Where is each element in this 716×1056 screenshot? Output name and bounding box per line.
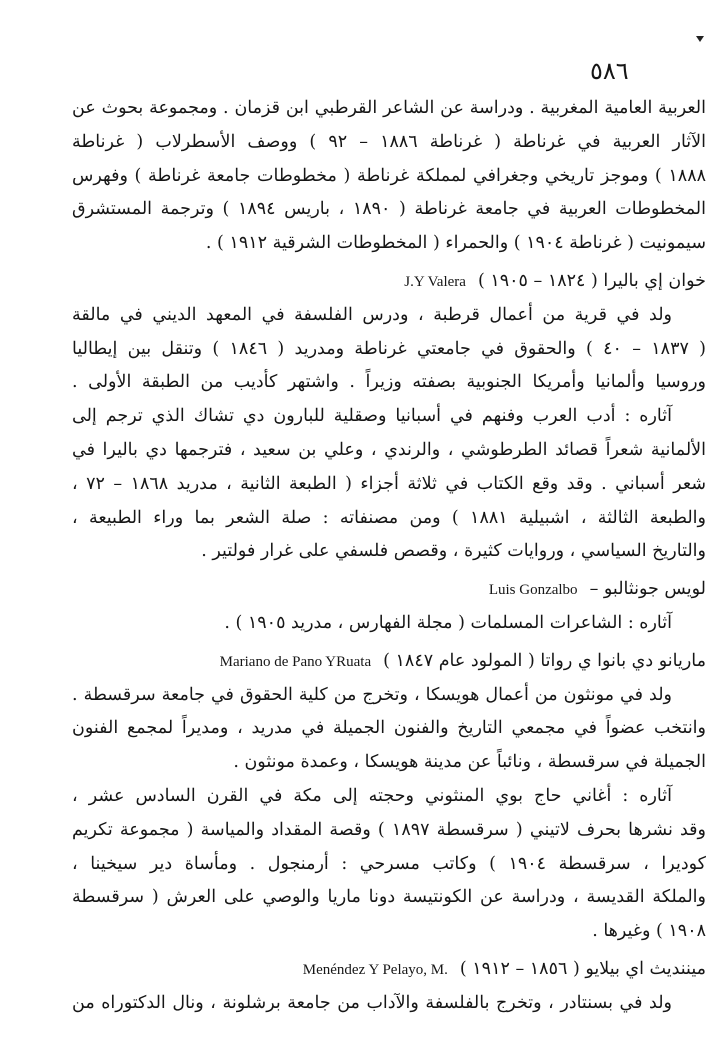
text-line: [72, 712, 706, 746]
latin-name: Mariano de Pano YRuata: [219, 653, 372, 670]
arabic-text: ميننديث اي بيلايو ( ١٨٥٦ – ١٩١٢ ): [459, 958, 706, 979]
text-line: [72, 502, 706, 536]
arabic-text: ١٨٨٨ ) وموجز تاريخي وجغرافي لمملكة غرناطة ( مخطوطات جامعة غرناطة ) وفهرس: [72, 165, 706, 186]
arabic-text: المخطوطات العربية في جامعة غرناطة ( ١٨٩٠ ، باريس ١٨٩٤ ) وترجمة المستشرق: [72, 199, 706, 220]
arabic-text: ولد في مونثون من أعمال هويسكا ، وتخرج من كلية الحقوق في جامعة سرقسطة .: [72, 684, 672, 705]
arabic-text: آثاره : الشاعرات المسلمات ( مجلة الفهارس ، مدريد ١٩٠٥ ) .: [224, 612, 672, 633]
arabic-text: كوديرا ، سرقسطة ١٩٠٤ ) وكاتب مسرحي : أرمنجول . ومأساة دير سيخينا ،: [72, 853, 706, 874]
arabic-text: خوان إي باليرا ( ١٨٢٤ – ١٩٠٥ ): [477, 270, 706, 291]
arabic-text: والطبعة الثالثة ، اشبيلية ١٨٨١ ) ومن مصنفاته : صلة الشعر بما وراء الطبيعة ،: [72, 507, 706, 528]
arabic-text: شعر أسباني . وقد وقع الكتاب في ثلاثة أجزاء ( الطبعة الثانية ، مدريد ١٨٦٨ – ٧٢ ،: [72, 473, 706, 494]
text-line: [72, 366, 706, 400]
text-line: [72, 987, 706, 1021]
page-body: [72, 92, 706, 1021]
arabic-text: ماريانو دي بانوا ي رواتا ( المولود عام ١٨٤٧ ): [383, 650, 706, 671]
arabic-text: آثاره : أغاني حاج بوي المنثوني وحجته إلى مكة في القرن السادس عشر ،: [72, 785, 672, 806]
corner-mark: [696, 36, 704, 42]
arabic-text: آثاره : أدب العرب وفنهم في أسبانيا وصقلية للبارون دي تشاك الذي ترجم إلى: [72, 406, 672, 427]
text-line: [72, 848, 706, 882]
text-line: [72, 299, 706, 333]
arabic-text: الجميلة في سرقسطة ، ونائباً عن مدينة هويسكا ، وعمدة مونثون .: [233, 752, 706, 773]
arabic-text: ( ١٨٣٧ – ٤٠ ) والحقوق في جامعتي غرناطة ومدريد ( ١٨٤٦ ) وتنقل بين إيطاليا: [72, 338, 706, 359]
latin-name: J.Y Valera: [404, 273, 466, 290]
arabic-text: سيمونيت ( غرناطة ١٩٠٤ ) والحمراء ( المخطوطات الشرقية ١٩١٢ ) .: [205, 233, 706, 254]
text-line: [72, 434, 706, 468]
text-line: [72, 746, 706, 780]
arabic-text: ولد في بسنتادر ، وتخرج بالفلسفة والآداب من جامعة برشلونة ، ونال الدكتوراه من: [72, 992, 672, 1013]
latin-name: Menéndez Y Pelayo, M.: [302, 961, 448, 978]
arabic-text: والتاريخ السياسي ، وروايات كثيرة ، وقصص فلسفي على غرار فولتير .: [201, 541, 706, 562]
entry-heading: [72, 265, 706, 299]
text-line: [72, 92, 706, 126]
arabic-text: الآثار العربية في غرناطة ( غرناطة ١٨٨٦ – ٩٢ ) ووصف الأسطرلاب ( غرناطة: [72, 131, 706, 152]
text-line: [72, 126, 706, 160]
entry-heading: [72, 645, 706, 679]
entry-heading: [72, 573, 706, 607]
arabic-text: ولد في قرية من أعمال قرطبة ، ودرس الفلسفة في المعهد الديني في مالقة: [72, 304, 672, 325]
text-line: [72, 679, 706, 713]
arabic-text: ١٩٠٨ ) وغيرها .: [592, 921, 706, 942]
arabic-text: والملكة القديسة ، ودراسة عن الكونتيسة دونا ماريا والوصي على العرش ( سرقسطة: [72, 887, 706, 908]
text-line: [72, 160, 706, 194]
arabic-text: العربية العامية المغربية . ودراسة عن الشاعر القرطبي ابن قزمان . ومجموعة بحوث عن: [72, 98, 706, 118]
arabic-text: لويس جونثالبو –: [589, 579, 706, 600]
text-line: [72, 193, 706, 227]
arabic-text: الألمانية شعراً قصائد الطرطوشي ، والرندي ، وعلي بن سعيد ، فترجمها دي باليرا في: [72, 439, 706, 460]
text-line: [72, 607, 706, 641]
text-line: [72, 780, 706, 814]
text-line: [72, 535, 706, 569]
text-line: [72, 814, 706, 848]
latin-name: Luis Gonzalbo: [488, 582, 578, 599]
text-line: [72, 400, 706, 434]
text-line: [72, 227, 706, 261]
text-line: [72, 881, 706, 915]
arabic-text: وانتخب عضواً في مجمعي التاريخ والفنون الجميلة في مدريد ، ومديراً لمجمع الفنون: [72, 718, 706, 739]
entry-heading: [72, 953, 706, 987]
text-line: [72, 333, 706, 367]
text-line: [72, 915, 706, 949]
arabic-text: وقد نشرها بحرف لاتيني ( سرقسطة ١٨٩٧ ) وقصة المقداد والمياسة ( مجموعة تكريم: [72, 819, 706, 840]
text-line: [72, 468, 706, 502]
arabic-text: وروسيا وألمانيا وأمريكا الجنوبية بصفته وزيراً . واشتهر كأديب من الطبقة الأولى .: [72, 372, 706, 393]
page-number: ٥٨٦: [590, 57, 629, 85]
